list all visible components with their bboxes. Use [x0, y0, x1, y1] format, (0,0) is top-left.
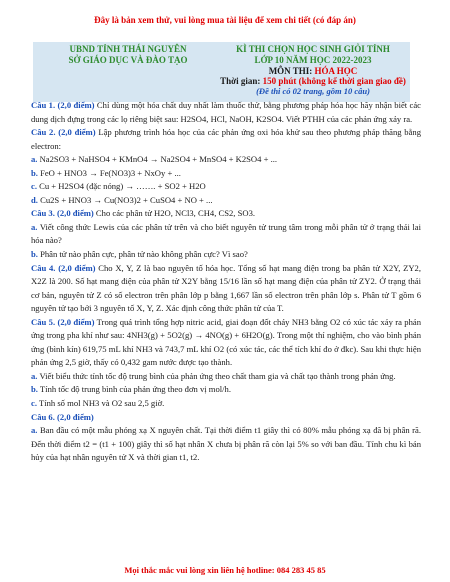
exam-time: Thời gian: 150 phút (không kể thời gian giao đề) — [220, 76, 406, 86]
header-left — [33, 44, 223, 66]
question-6a: a. Ban đầu có một mẫu phóng xạ X nguyên chất. Tại thời điểm t1 giây thì có 80% mẫu phóng xạ đã bị phân rã. Đến thời điểm t2 = (t1 + 100) giây thì số hạt nhân X chưa bị phân rã còn lại 5% so với ban đầu. Tính chu kì bán hủy của hạt nhân nguyên tử X và thời gian t1, t2. — [31, 425, 421, 463]
question-5b: b. Tính tốc độ trung bình của phản ứng theo đơn vị mol/h. — [31, 384, 232, 395]
question-6: Câu 6. (2,0 điểm) — [31, 411, 94, 422]
exam-year: LỚP 10 NĂM HỌC 2022-2023 — [254, 55, 372, 65]
issuer-line-2: SỞ GIÁO DỤC VÀ ĐÀO TẠO — [68, 55, 188, 65]
question-1: Câu 1. (2,0 điểm) Chỉ dùng một hóa chất duy nhất làm thuốc thử, bằng phương pháp hóa học hãy nhận biết các dung dịch đựng trong các lọ riêng biệt sau: H2SO4, HCl, NaOH, K2SO4. Viết PTHH của các phản ứng xảy ra. — [31, 100, 421, 124]
question-3: Câu 3. (2,0 điểm) Cho các phân tử H2O, NCl3, CH4, CS2, SO3. — [31, 208, 256, 219]
exam-header — [33, 42, 410, 102]
question-5a: a. Viết biểu thức tính tốc độ trung bình của phản ứng theo chất tham gia và chất tạo thành trong phản ứng. — [31, 370, 396, 381]
question-2a: a. Na2SO3 + NaHSO4 + KMnO4 → Na2SO4 + MnSO4 + K2SO4 + ... — [31, 154, 278, 165]
hotline-footer: Mọi thắc mắc vui lòng xin liên hệ hotline: 084 283 45 85 — [124, 565, 326, 575]
question-3b: b. Phân tử nào phân cực, phân tử nào không phân cực? Vì sao? — [31, 249, 248, 260]
header-right — [213, 44, 413, 96]
exam-questions — [31, 99, 421, 465]
question-2: Câu 2. (2,0 điểm) Lập phương trình hóa học của các phản ứng oxi hóa khử sau theo phương pháp thăng bằng electron: — [31, 127, 421, 151]
question-2b: b. FeO + HNO3 → Fe(NO3)3 + NxOy + ... — [31, 167, 181, 178]
question-3a: a. Viết công thức Lewis của các phân tử trên và cho biết nguyên tử trung tâm trong mỗi phân tử ở trạng thái lai hóa nào? — [31, 221, 421, 246]
preview-banner: Đây là bản xem thử, vui lòng mua tài liệu để xem chi tiết (có đáp án) — [94, 15, 356, 25]
question-5c: c. Tính số mol NH3 và O2 sau 2,5 giờ. — [31, 398, 165, 409]
exam-subject: MÔN THI: HÓA HỌC — [268, 66, 358, 76]
question-2c: c. Cu + H2SO4 (đặc nóng) → ……. + SO2 + H2O — [31, 181, 206, 192]
exam-page-note: (Đề thi có 02 trang, gồm 10 câu) — [256, 86, 370, 96]
question-5: Câu 5. (2,0 điểm) Trong quá trình tổng hợp nitric acid, giai đoạn đốt cháy NH3 bằng O2 có xúc tác xảy ra phản ứng trong pha khí như sau: 4NH3(g) + 5O2(g) → 4NO(g) + 6H2O(g). Trong một thí nghiệm, cho vào bình phản ứng (bình kín) 619,75 mL khí NH3 và 743,7 mL khí O2 (có xúc tác, các thể tích khí đo ở đkc). Sau khi thực hiện phản ứng 2,5 giờ, thấy có 0,432 gam nước được tạo thành. — [31, 316, 422, 368]
exam-title: KÌ THI CHỌN HỌC SINH GIỎI TỈNH — [236, 44, 390, 54]
issuer-line-1: UBND TỈNH THÁI NGUYÊN — [69, 44, 187, 54]
question-4: Câu 4. (2,0 điểm) Cho X, Y, Z là bao nguyên tố hóa học. Tổng số hạt mang điện trong ba phân tử X2Y, ZY2, X2Z là 200. Số hạt mang điện của phân tử X2Y bằng 15/16 lần số hạt mang điện của phân tử ZY2. Ở trạng thái cơ bản, nguyên tử Z có số electron trên phân lớp p bằng 1,667 lần số electron trên phân lớp s. Phân tử T gồm 6 nguyên tử tạo bởi 3 nguyên tố X, Y, Z. Xác định công thức phân tử của T. — [31, 262, 421, 314]
question-2d: d. Cu2S + HNO3 → Cu(NO3)2 + CuSO4 + NO + ... — [31, 194, 213, 205]
